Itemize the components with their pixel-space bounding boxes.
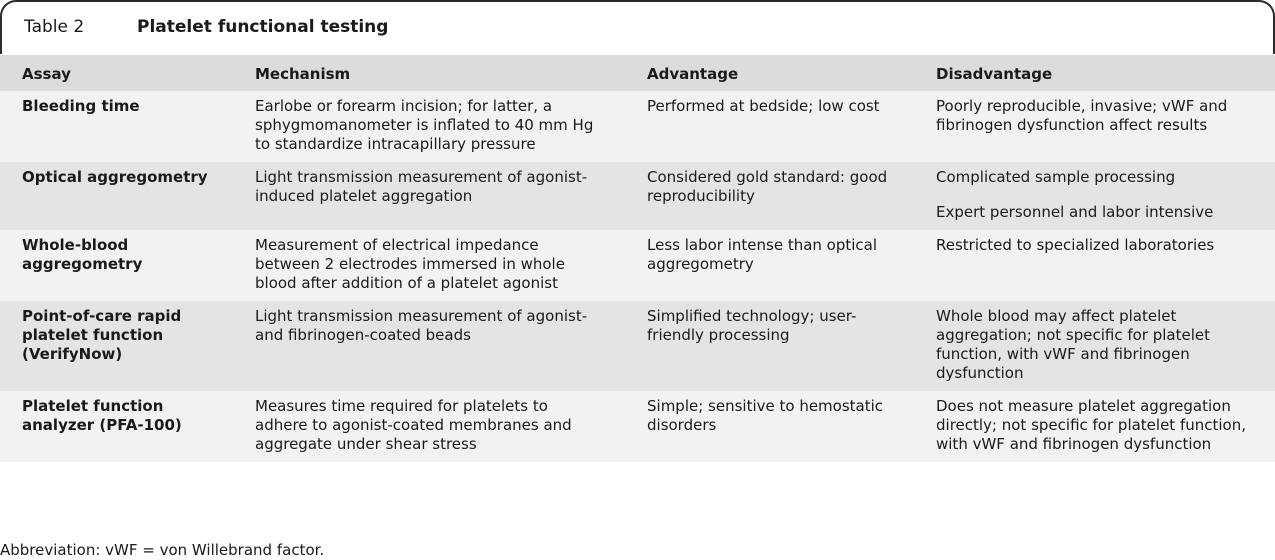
table-row bbox=[0, 301, 1275, 391]
mechanism-cell: Measures time required for platelets to adhere to agonist-coated membranes and aggregate under shear stress bbox=[233, 391, 625, 462]
platelet-testing-table bbox=[0, 55, 1275, 462]
table-row bbox=[0, 91, 1275, 162]
table-title: Platelet functional testing bbox=[137, 17, 389, 37]
column-header-advantage: Advantage bbox=[625, 55, 914, 91]
assay-cell: Platelet function analyzer (PFA-100) bbox=[0, 391, 233, 462]
header-row bbox=[0, 55, 1275, 91]
disadvantage-item: Complicated sample processing bbox=[936, 168, 1176, 186]
disadvantage-cell bbox=[914, 301, 1275, 391]
advantage-cell: Considered gold standard: good reproducibility bbox=[625, 162, 914, 230]
advantage-cell: Simple; sensitive to hemostatic disorders bbox=[625, 391, 914, 462]
column-header-mechanism: Mechanism bbox=[233, 55, 625, 91]
table-header bbox=[0, 0, 1275, 54]
advantage-cell: Less labor intense than optical aggregometry bbox=[625, 230, 914, 301]
disadvantage-cell bbox=[914, 391, 1275, 462]
disadvantage-cell bbox=[914, 162, 1275, 230]
mechanism-cell: Earlobe or forearm incision; for latter, a sphygmomanometer is inflated to 40 mm Hg to standardize intracapillary pressure bbox=[233, 91, 625, 162]
column-header-assay: Assay bbox=[0, 55, 233, 91]
table-footnote: Abbreviation: vWF = von Willebrand factor. bbox=[0, 541, 325, 559]
disadvantage-cell bbox=[914, 230, 1275, 301]
advantage-cell: Performed at bedside; low cost bbox=[625, 91, 914, 162]
table-row bbox=[0, 391, 1275, 462]
disadvantage-item: Does not measure platelet aggregation directly; not specific for platelet function, with vWF and fibrinogen dysfunction bbox=[936, 397, 1246, 453]
mechanism-cell: Light transmission measurement of agonist-induced platelet aggregation bbox=[233, 162, 625, 230]
disadvantage-item: Expert personnel and labor intensive bbox=[936, 203, 1214, 221]
item-spacer bbox=[936, 187, 1253, 203]
disadvantage-cell bbox=[914, 91, 1275, 162]
disadvantage-item: Restricted to specialized laboratories bbox=[936, 236, 1215, 254]
table-number: Table 2 bbox=[24, 17, 85, 37]
disadvantage-item: Poorly reproducible, invasive; vWF and fibrinogen dysfunction affect results bbox=[936, 97, 1228, 134]
assay-cell: Optical aggregometry bbox=[0, 162, 233, 230]
assay-cell: Whole-blood aggregometry bbox=[0, 230, 233, 301]
advantage-cell: Simplified technology; user-friendly processing bbox=[625, 301, 914, 391]
disadvantage-item: Whole blood may affect platelet aggregation; not specific for platelet function, with vWF and fibrinogen dysfunction bbox=[936, 307, 1211, 382]
assay-cell: Bleeding time bbox=[0, 91, 233, 162]
column-header-disadvantage: Disadvantage bbox=[914, 55, 1275, 91]
table-row bbox=[0, 230, 1275, 301]
assay-cell: Point-of-care rapid platelet function (VerifyNow) bbox=[0, 301, 233, 391]
mechanism-cell: Measurement of electrical impedance between 2 electrodes immersed in whole blood after addition of a platelet agonist bbox=[233, 230, 625, 301]
mechanism-cell: Light transmission measurement of agonist- and fibrinogen-coated beads bbox=[233, 301, 625, 391]
table-row bbox=[0, 162, 1275, 230]
